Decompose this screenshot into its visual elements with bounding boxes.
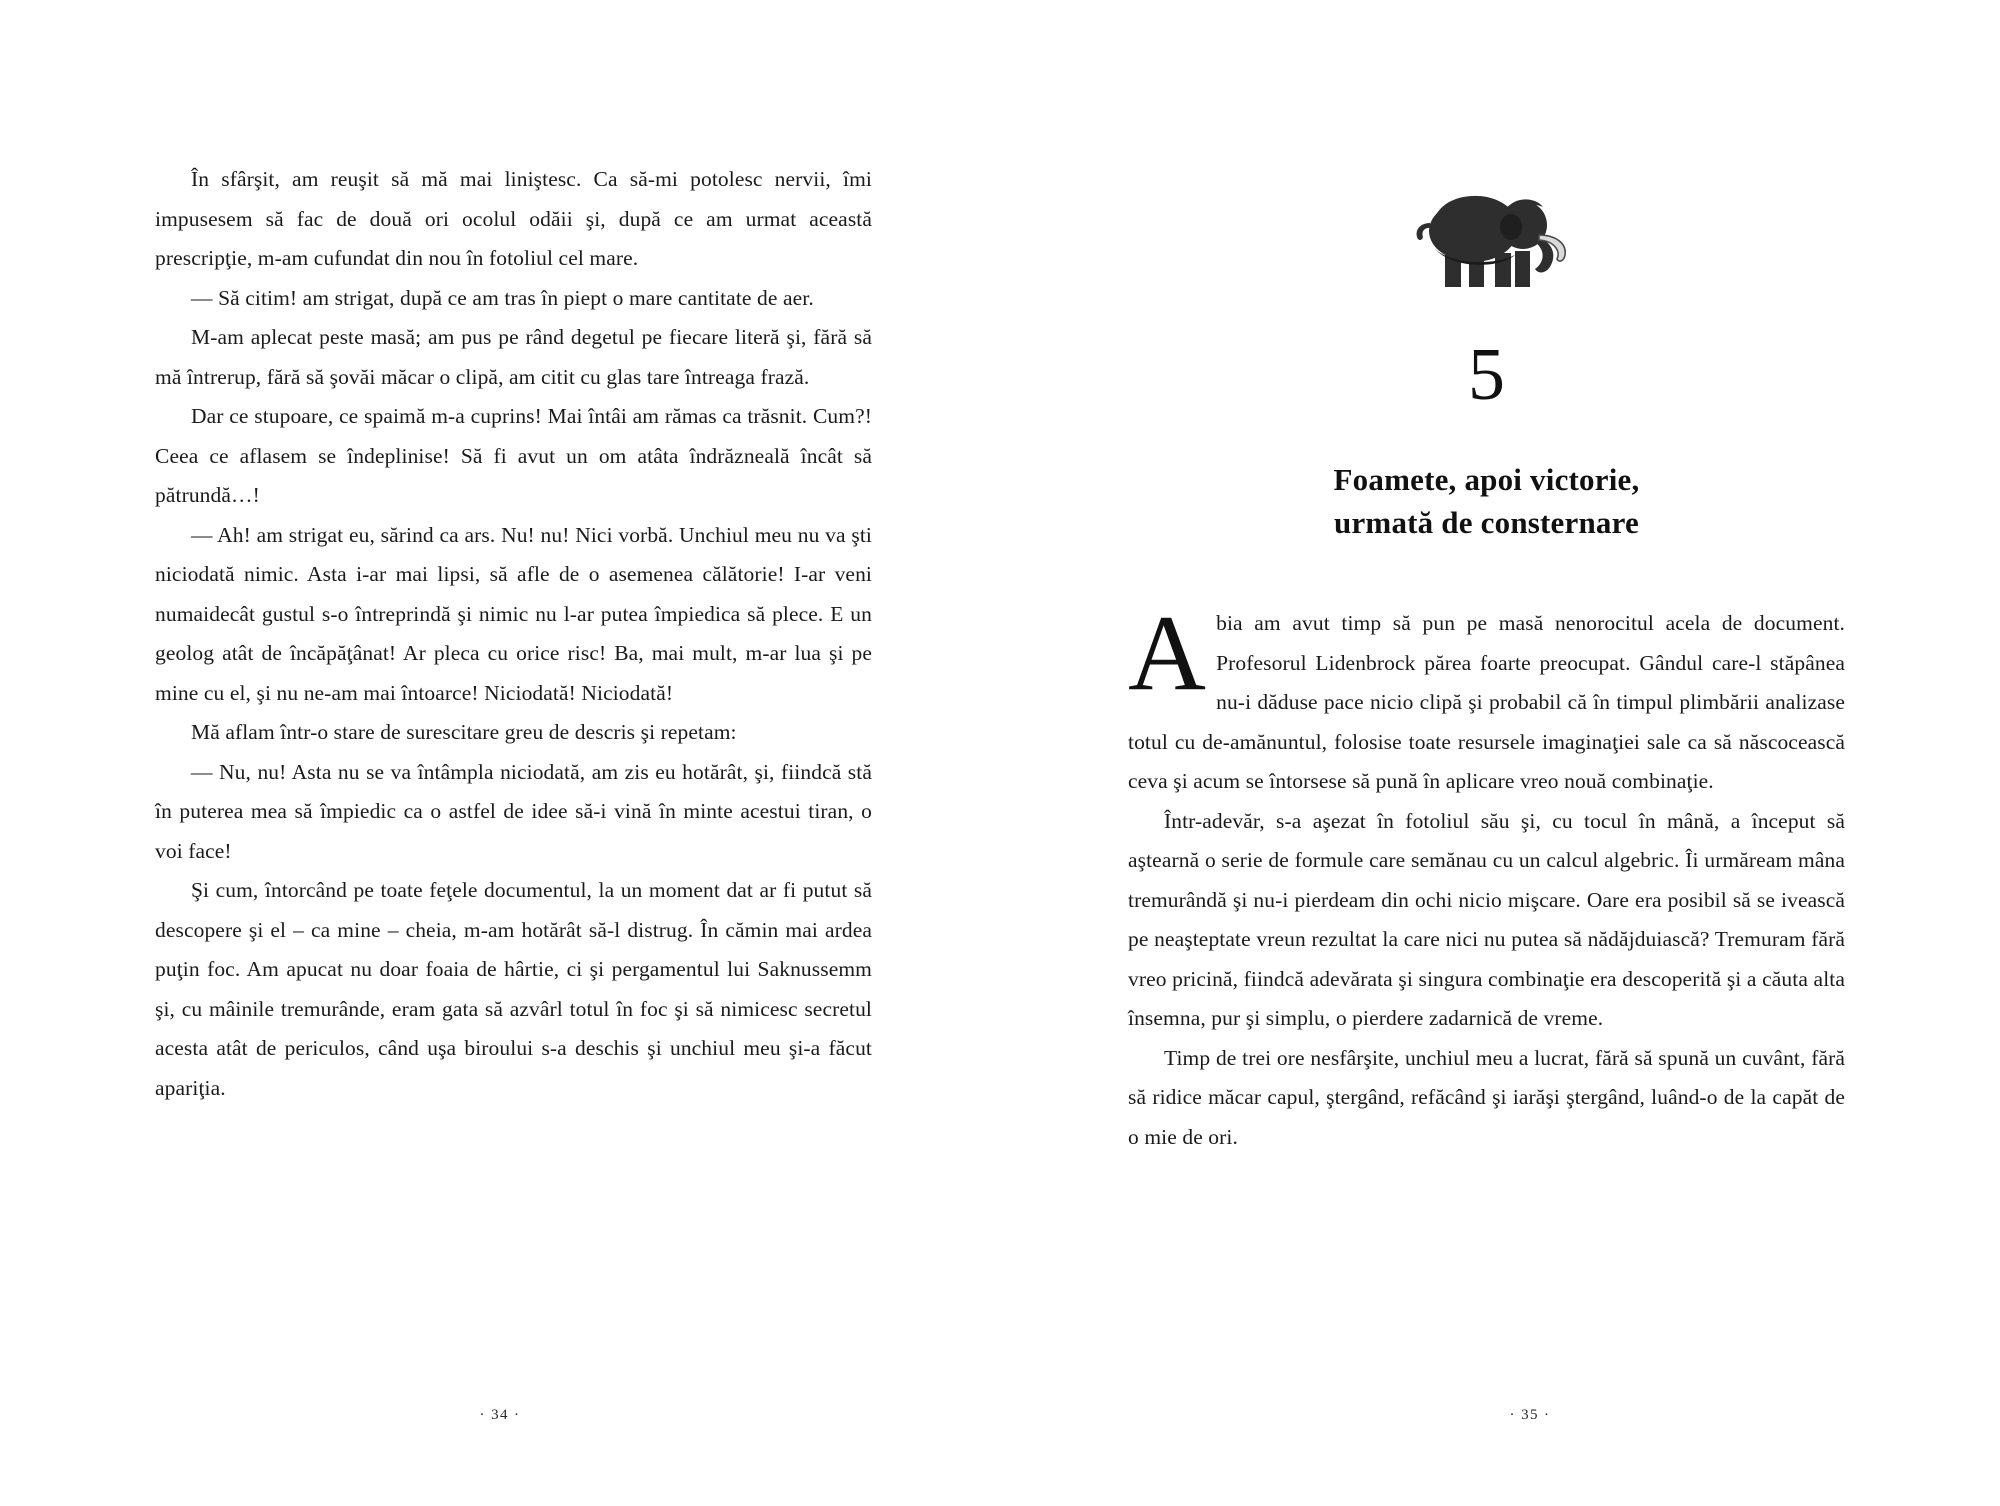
mammoth-illustration-icon bbox=[1128, 174, 1845, 294]
chapter-title bbox=[1128, 458, 1845, 544]
paragraph: Timp de trei ore nesfârşite, unchiul meu a lucrat, fără să spună un cuvânt, fără să ridice măcar capul, ştergând, refăcând şi iarăşi ştergând, luând-o de la capăt de o mie de ori. bbox=[1128, 1045, 1845, 1149]
paragraph: M-am aplecat peste masă; am pus pe rând degetul pe fiecare literă şi, fără să mă întrerup, fără să şovăi măcar o clipă, am citit cu glas tare întreaga frază. bbox=[155, 325, 872, 389]
paragraph: În sfârşit, am reuşit să mă mai liniştesc. Ca să-mi potolesc nervii, îmi impusesem să fac de două ori ocolul odăii şi, după ce am urmat această prescripţie, m-am cufundat din nou în fotoliul cel mare. bbox=[155, 167, 872, 270]
page-number-left: · 34 · bbox=[479, 1407, 521, 1423]
paragraph: — Să citim! am strigat, după ce am tras în piept o mare cantitate de aer. bbox=[191, 285, 814, 310]
chapter-opener bbox=[1128, 160, 1845, 544]
paragraph: Dar ce stupoare, ce spaimă m-a cuprins! Mai întâi am rămas ca trăsnit. Cum?! Ceea ce aflasem se îndeplinise! Să fi avut un om atâta îndrăzneală încât să pătrundă…! bbox=[155, 404, 872, 507]
page-number-right: · 35 · bbox=[1509, 1407, 1551, 1423]
paragraph: — Ah! am strigat eu, sărind ca ars. Nu! nu! Nici vorbă. Unchiul meu nu va şti niciodată nimic. Asta i-ar mai lipsi, să afle de o asemenea călătorie! I-ar veni numaidecât gustul s-o întreprindă şi nimic nu l-ar putea împiedica să plece. E un geolog atât de încăpăţânat! Ar pleca cu orice risc! Ba, mai mult, m-ar lua şi pe mine cu el, şi nu ne-am mai întoarce! Niciodată! Niciodată! bbox=[155, 522, 872, 705]
chapter-title-line: Foamete, apoi victorie, bbox=[1333, 462, 1640, 497]
drop-cap: A bbox=[1128, 594, 1207, 713]
right-page bbox=[1000, 0, 2000, 1506]
paragraph-with-dropcap bbox=[1128, 594, 1845, 802]
chapter-title-line: urmată de consternare bbox=[1334, 505, 1639, 540]
paragraph: Şi cum, întorcând pe toate feţele documentul, la un moment dat ar fi putut să descopere şi el – ca mine – cheia, m-am hotărât să-l distrug. În cămin mai ardea puţin foc. Am apucat nu doar foaia de hârtie, ci şi pergamentul lui Saknussemm şi, cu mâinile tremurânde, eram gata să azvârl totul în foc şi să nimicesc secretul acesta atât de periculos, când uşa biroului s-a deschis şi unchiul meu şi-a făcut apariţia. bbox=[155, 878, 872, 1100]
right-page-text bbox=[1128, 594, 1845, 1157]
chapter-number: 5 bbox=[1468, 334, 1505, 416]
paragraph: Într-adevăr, s-a aşezat în fotoliul său şi, cu tocul în mână, a început să aştearnă o serie de formule care semănau cu un calcul algebric. Îi urmăream mâna tremurândă şi nu-i pierdeam din ochi nicio mişcare. Oare era posibil să se ivească pe neaşteptate vreun rezultat la care nici nu putea să nădăjduiască? Tremuram fără vreo pricină, fiindcă adevărata şi singura combinaţie era descoperită şi a căuta alta însemna, pur şi simplu, o pierdere zadarnică de vreme. bbox=[1128, 808, 1845, 1030]
paragraph-text: bia am avut timp să pun pe masă nenorocitul acela de document. Profesorul Lidenbrock părea foarte preocupat. Gândul care-l stăpânea nu-i dăduse pace nicio clipă şi probabil că în timpul plimbării analizase totul cu de-amănuntul, folosise toate resursele imaginaţiei sale ca să născocească ceva şi acum se întorsese să pună în aplicare vreo nouă combinaţie. bbox=[1128, 611, 1845, 793]
paragraph: Mă aflam într-o stare de surescitare greu de descris şi repetam: bbox=[191, 720, 737, 744]
left-page-text bbox=[155, 160, 872, 1108]
paragraph: — Nu, nu! Asta nu se va întâmpla niciodată, am zis eu hotărât, şi, fiindcă stă în puterea mea să împiedic ca o astfel de idee să-i vină în minte acestui tiran, o voi face! bbox=[155, 759, 872, 863]
